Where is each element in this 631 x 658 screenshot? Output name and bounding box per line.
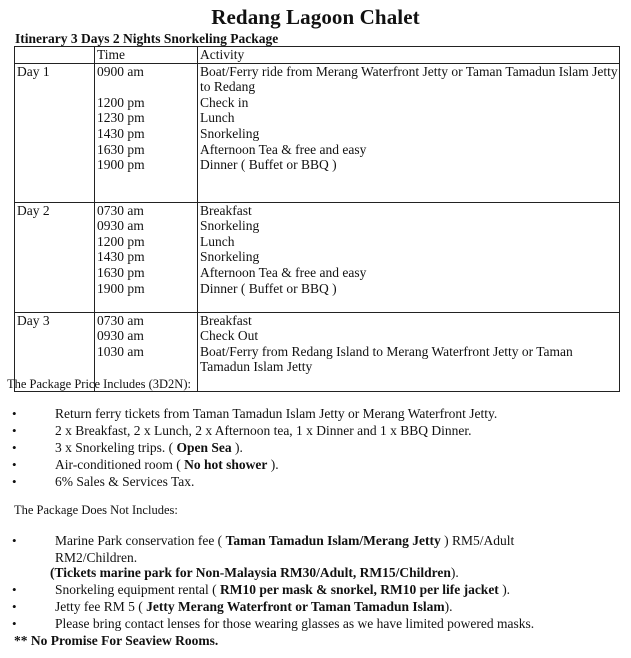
time-entry: 1900 pm	[97, 157, 145, 173]
time-entry: 0930 am	[97, 328, 144, 344]
list-item	[12, 598, 622, 615]
bullet-icon: •	[12, 423, 17, 438]
item-bold-text: Taman Tamadun Islam/Merang Jetty	[225, 533, 441, 548]
time-entry: 1630 pm	[97, 264, 145, 280]
bullet-icon: •	[12, 616, 17, 631]
activity-entry: Lunch	[200, 233, 235, 249]
list-item	[12, 422, 612, 439]
item-text-end: ).	[267, 457, 279, 472]
time-cell	[95, 202, 198, 312]
page-title: Redang Lagoon Chalet	[211, 5, 420, 29]
item-text-end: ).	[444, 599, 453, 614]
header-day	[15, 47, 95, 64]
itinerary-table	[14, 46, 620, 392]
itinerary-heading: Itinerary 3 Days 2 Nights Snorkeling Package	[15, 31, 279, 46]
bullet-icon: •	[12, 599, 17, 614]
bullet-icon: •	[12, 474, 17, 489]
table-row	[15, 63, 620, 202]
activity-entry: Snorkeling	[200, 249, 260, 265]
day-label: Day 3	[15, 312, 95, 391]
bullet-icon: •	[12, 533, 17, 548]
list-item	[12, 456, 612, 473]
excludes-heading: The Package Does Not Includes:	[14, 503, 178, 517]
includes-heading: The Package Price Includes (3D2N):	[7, 377, 191, 391]
time-entry	[97, 79, 197, 95]
time-entry: 1430 pm	[97, 249, 145, 265]
time-entry: 1200 pm	[97, 94, 145, 110]
item-text: 2 x Breakfast, 2 x Lunch, 2 x Afternoon tea, 1 x Dinner and 1 x BBQ Dinner.	[55, 423, 472, 438]
marine-note-bold: (Tickets marine park for Non-Malaysia RM30/Adult, RM15/Children	[50, 565, 451, 580]
table-header-row	[15, 47, 620, 64]
item-text: Return ferry tickets from Taman Tamadun Islam Jetty or Merang Waterfront Jetty.	[55, 406, 498, 421]
activity-entry: Breakfast	[200, 202, 252, 218]
list-item	[12, 405, 612, 422]
activity-entry: Boat/Ferry ride from Merang Waterfront Jetty or Taman Tamadun Islam Jetty to Redang	[200, 63, 618, 95]
activity-entry: Dinner ( Buffet or BBQ )	[200, 157, 337, 173]
item-text: Marine Park conservation fee (	[55, 533, 226, 548]
activity-entry: Snorkeling	[200, 125, 260, 141]
activity-entry: Breakfast	[200, 312, 252, 328]
list-item	[12, 581, 622, 598]
activity-entry: Boat/Ferry from Redang Island to Merang Waterfront Jetty or Taman Tamadun Islam Jetty	[200, 343, 573, 375]
bullet-icon: •	[12, 457, 17, 472]
activity-entry: Lunch	[200, 110, 235, 126]
item-text: Jetty fee RM 5 (	[55, 599, 147, 614]
excludes-list	[12, 532, 572, 566]
activity-entry: Afternoon Tea & free and easy	[200, 141, 367, 157]
seaview-footnote: ** No Promise For Seaview Rooms.	[14, 633, 219, 648]
header-activity: Activity	[198, 47, 620, 64]
header-time: Time	[95, 47, 198, 64]
item-text: Snorkeling equipment rental (	[55, 582, 220, 597]
item-text-end: ).	[498, 582, 511, 597]
activity-cell	[198, 202, 620, 312]
activity-cell	[198, 312, 620, 391]
bullet-icon: •	[12, 406, 17, 421]
time-entry: 0730 am	[97, 312, 144, 328]
activity-entry: Check in	[200, 94, 249, 110]
day-label: Day 2	[15, 202, 95, 312]
item-bold-text: No hot shower	[184, 457, 268, 472]
item-text: 6% Sales & Services Tax.	[55, 474, 195, 489]
activity-entry: Afternoon Tea & free and easy	[200, 264, 367, 280]
time-entry: 1200 pm	[97, 233, 145, 249]
item-text: Air-conditioned room (	[55, 457, 185, 472]
activity-entry: Snorkeling	[200, 218, 260, 234]
item-text: 3 x Snorkeling trips. (	[55, 440, 177, 455]
activity-entry: Check Out	[200, 328, 259, 344]
list-item	[12, 473, 612, 490]
time-entry: 1230 pm	[97, 110, 145, 126]
excludes-list-continued	[12, 581, 622, 632]
marine-park-note	[50, 565, 459, 580]
day-label: Day 1	[15, 63, 95, 202]
includes-list	[12, 405, 612, 490]
item-text-end: ) RM5/Adult RM2/Children.	[55, 533, 515, 565]
time-entry: 1630 pm	[97, 141, 145, 157]
time-entry: 1030 am	[97, 343, 144, 359]
item-bold-text: Jetty Merang Waterfront or Taman Tamadun Islam	[146, 599, 445, 614]
activity-entry: Dinner ( Buffet or BBQ )	[200, 280, 337, 296]
bullet-icon: •	[12, 440, 17, 455]
item-text: Please bring contact lenses for those wearing glasses as we have limited powered masks.	[55, 616, 535, 631]
table-row	[15, 202, 620, 312]
time-cell	[95, 63, 198, 202]
activity-cell	[198, 63, 620, 202]
list-item	[12, 532, 572, 566]
item-bold-text: Open Sea	[176, 440, 232, 455]
time-entry: 0900 am	[97, 63, 144, 79]
bullet-icon: •	[12, 582, 17, 597]
list-item	[12, 615, 622, 632]
marine-note-end: ).	[450, 565, 459, 580]
time-entry: 0730 am	[97, 202, 144, 218]
list-item	[12, 439, 612, 456]
time-entry: 0930 am	[97, 218, 144, 234]
item-text-end: ).	[231, 440, 243, 455]
item-bold-text: RM10 per mask & snorkel, RM10 per life jacket	[219, 582, 499, 597]
time-entry: 1430 pm	[97, 125, 145, 141]
time-entry: 1900 pm	[97, 280, 145, 296]
